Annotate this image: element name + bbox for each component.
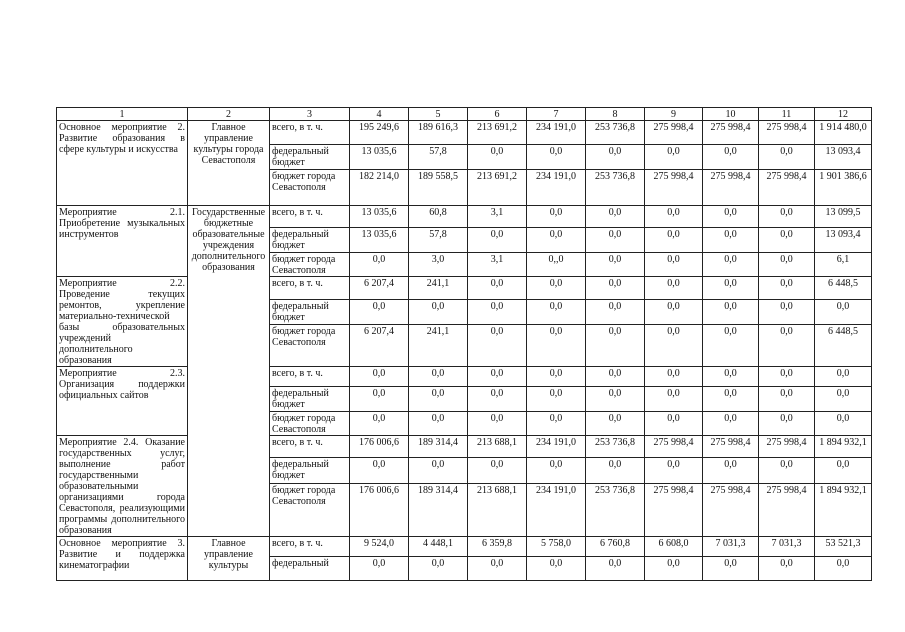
value-cell: 275 998,4: [703, 170, 759, 206]
value-cell: 0,0: [759, 324, 815, 366]
value-cell: 0,0: [350, 557, 409, 581]
value-cell: 0,0: [586, 557, 645, 581]
table-row: [57, 367, 872, 387]
source-label: всего, в т. ч.: [270, 367, 350, 387]
table-row: [57, 436, 872, 458]
value-cell: 234 191,0: [527, 436, 586, 458]
executor-cell: Главное управление культуры: [188, 537, 270, 581]
budget-table: [56, 107, 872, 581]
value-cell: 0,0: [759, 277, 815, 300]
value-cell: 0,0: [815, 367, 872, 387]
value-cell: 0,0: [468, 367, 527, 387]
value-cell: 6 448,5: [815, 277, 872, 300]
source-label: федеральный: [270, 557, 350, 581]
source-label: всего, в т. ч.: [270, 206, 350, 228]
value-cell: 0,0: [586, 412, 645, 436]
value-cell: 195 249,6: [350, 121, 409, 145]
value-cell: 0,0: [759, 206, 815, 228]
value-cell: 0,0: [468, 145, 527, 170]
value-cell: 3,1: [468, 206, 527, 228]
value-cell: 1 894 932,1: [815, 483, 872, 536]
value-cell: 0,0: [586, 387, 645, 412]
value-cell: 0,0: [468, 557, 527, 581]
value-cell: 0,0: [468, 458, 527, 484]
value-cell: 189 314,4: [409, 436, 468, 458]
value-cell: 6 207,4: [350, 324, 409, 366]
source-label: всего, в т. ч.: [270, 537, 350, 557]
value-cell: 0,0: [350, 412, 409, 436]
value-cell: 4 448,1: [409, 537, 468, 557]
value-cell: 0,0: [703, 367, 759, 387]
value-cell: 275 998,4: [645, 121, 703, 145]
table-row: [57, 121, 872, 145]
value-cell: 0,0: [350, 458, 409, 484]
value-cell: 0,0: [759, 387, 815, 412]
measure-name: Основное мероприятие 2. Развитие образования в сфере культуры и искусства: [57, 121, 188, 206]
header-row: [57, 108, 872, 121]
source-label: бюджет города Севастополя: [270, 324, 350, 366]
value-cell: 0,0: [703, 299, 759, 324]
value-cell: 6 359,8: [468, 537, 527, 557]
value-cell: 0,0: [759, 557, 815, 581]
value-cell: 0,0: [759, 253, 815, 277]
value-cell: 6 207,4: [350, 277, 409, 300]
value-cell: 253 736,8: [586, 170, 645, 206]
value-cell: 5 758,0: [527, 537, 586, 557]
value-cell: 275 998,4: [703, 483, 759, 536]
header-cell: 1: [57, 108, 188, 121]
value-cell: 176 006,6: [350, 436, 409, 458]
value-cell: 53 521,3: [815, 537, 872, 557]
measure-name: Мероприятие 2.4. Оказание государственных услуг, выполнение работ государственными образовательными организациями города Севастополя, реализующими программы дополнительного образования: [57, 436, 188, 537]
value-cell: 0,0: [586, 277, 645, 300]
value-cell: 6,1: [815, 253, 872, 277]
source-label: бюджет города Севастополя: [270, 170, 350, 206]
value-cell: 0,0: [645, 367, 703, 387]
value-cell: 275 998,4: [645, 483, 703, 536]
value-cell: 0,0: [703, 145, 759, 170]
value-cell: 0,0: [645, 206, 703, 228]
value-cell: 0,0: [703, 206, 759, 228]
value-cell: 0,0: [586, 145, 645, 170]
value-cell: 234 191,0: [527, 483, 586, 536]
value-cell: 0,0: [527, 367, 586, 387]
value-cell: 0,0: [815, 458, 872, 484]
source-label: федеральный бюджет: [270, 387, 350, 412]
header-cell: 9: [645, 108, 703, 121]
value-cell: 0,0: [527, 324, 586, 366]
source-label: всего, в т. ч.: [270, 436, 350, 458]
value-cell: 0,0: [645, 277, 703, 300]
value-cell: 1 894 932,1: [815, 436, 872, 458]
value-cell: 0,0: [645, 387, 703, 412]
measure-name: Мероприятие 2.1. Приобретение музыкальных инструментов: [57, 206, 188, 277]
value-cell: 0,0: [527, 145, 586, 170]
value-cell: 57,8: [409, 145, 468, 170]
value-cell: 0,0: [815, 299, 872, 324]
header-cell: 5: [409, 108, 468, 121]
value-cell: 0,0: [759, 367, 815, 387]
value-cell: 0,0: [645, 228, 703, 253]
executor-cell: Государственные бюджетные образовательные учреждения дополнительного образования: [188, 206, 270, 537]
value-cell: 0,0: [815, 412, 872, 436]
value-cell: 13 093,4: [815, 228, 872, 253]
value-cell: 0,0: [409, 299, 468, 324]
header-cell: 2: [188, 108, 270, 121]
measure-name: Основное мероприятие 3. Развитие и поддержка кинематографии: [57, 537, 188, 581]
value-cell: 0,0: [703, 387, 759, 412]
value-cell: 275 998,4: [645, 170, 703, 206]
value-cell: 0,0: [350, 253, 409, 277]
value-cell: 9 524,0: [350, 537, 409, 557]
value-cell: 189 616,3: [409, 121, 468, 145]
table-row: [57, 277, 872, 300]
source-label: бюджет города Севастополя: [270, 253, 350, 277]
value-cell: 0,0: [645, 412, 703, 436]
header-cell: 7: [527, 108, 586, 121]
value-cell: 0,0: [645, 253, 703, 277]
value-cell: 13 035,6: [350, 206, 409, 228]
value-cell: 275 998,4: [759, 436, 815, 458]
value-cell: 3,0: [409, 253, 468, 277]
executor-cell: Главное управление культуры города Севастополя: [188, 121, 270, 206]
table-row: [57, 206, 872, 228]
header-cell: 10: [703, 108, 759, 121]
value-cell: 213 691,2: [468, 170, 527, 206]
value-cell: 0,0: [759, 228, 815, 253]
value-cell: 0,0: [409, 458, 468, 484]
value-cell: 253 736,8: [586, 121, 645, 145]
source-label: федеральный бюджет: [270, 228, 350, 253]
value-cell: 0,0: [527, 299, 586, 324]
header-cell: 12: [815, 108, 872, 121]
value-cell: 0,0: [586, 299, 645, 324]
value-cell: 0,0: [350, 367, 409, 387]
value-cell: 0,0: [468, 324, 527, 366]
value-cell: 275 998,4: [759, 483, 815, 536]
value-cell: 0,0: [409, 387, 468, 412]
value-cell: 182 214,0: [350, 170, 409, 206]
value-cell: 189 314,4: [409, 483, 468, 536]
source-label: федеральный бюджет: [270, 145, 350, 170]
value-cell: 253 736,8: [586, 436, 645, 458]
header-cell: 11: [759, 108, 815, 121]
value-cell: 0,0: [645, 557, 703, 581]
value-cell: 0,0: [468, 387, 527, 412]
value-cell: 0,0: [527, 277, 586, 300]
value-cell: 0,0: [703, 412, 759, 436]
value-cell: 0,,0: [527, 253, 586, 277]
value-cell: 57,8: [409, 228, 468, 253]
value-cell: 0,0: [645, 145, 703, 170]
value-cell: 0,0: [527, 458, 586, 484]
header-cell: 8: [586, 108, 645, 121]
value-cell: 7 031,3: [703, 537, 759, 557]
value-cell: 275 998,4: [703, 436, 759, 458]
value-cell: 0,0: [468, 277, 527, 300]
value-cell: 6 448,5: [815, 324, 872, 366]
value-cell: 275 998,4: [759, 121, 815, 145]
value-cell: 0,0: [527, 387, 586, 412]
value-cell: 0,0: [409, 412, 468, 436]
value-cell: 3,1: [468, 253, 527, 277]
value-cell: 0,0: [586, 228, 645, 253]
source-label: бюджет города Севастополя: [270, 483, 350, 536]
source-label: всего, в т. ч.: [270, 121, 350, 145]
source-label: федеральный бюджет: [270, 458, 350, 484]
source-label: федеральный бюджет: [270, 299, 350, 324]
value-cell: 0,0: [586, 324, 645, 366]
value-cell: 0,0: [759, 299, 815, 324]
value-cell: 0,0: [586, 367, 645, 387]
value-cell: 0,0: [759, 145, 815, 170]
value-cell: 13 099,5: [815, 206, 872, 228]
value-cell: 213 688,1: [468, 436, 527, 458]
value-cell: 213 691,2: [468, 121, 527, 145]
value-cell: 275 998,4: [703, 121, 759, 145]
value-cell: 1 901 386,6: [815, 170, 872, 206]
value-cell: 234 191,0: [527, 170, 586, 206]
value-cell: 0,0: [703, 253, 759, 277]
value-cell: 0,0: [703, 228, 759, 253]
value-cell: 0,0: [759, 458, 815, 484]
value-cell: 0,0: [703, 557, 759, 581]
value-cell: 0,0: [645, 458, 703, 484]
value-cell: 0,0: [645, 299, 703, 324]
header-cell: 6: [468, 108, 527, 121]
value-cell: 234 191,0: [527, 121, 586, 145]
source-label: всего, в т. ч.: [270, 277, 350, 300]
value-cell: 0,0: [645, 324, 703, 366]
value-cell: 0,0: [759, 412, 815, 436]
header-cell: 3: [270, 108, 350, 121]
value-cell: 253 736,8: [586, 483, 645, 536]
value-cell: 0,0: [350, 387, 409, 412]
value-cell: 13 035,6: [350, 228, 409, 253]
value-cell: 0,0: [815, 387, 872, 412]
value-cell: 1 914 480,0: [815, 121, 872, 145]
value-cell: 6 760,8: [586, 537, 645, 557]
value-cell: 0,0: [527, 206, 586, 228]
value-cell: 0,0: [350, 299, 409, 324]
value-cell: 241,1: [409, 277, 468, 300]
value-cell: 0,0: [468, 299, 527, 324]
measure-name: Мероприятие 2.3. Организация поддержки официальных сайтов: [57, 367, 188, 436]
value-cell: 7 031,3: [759, 537, 815, 557]
value-cell: 0,0: [468, 412, 527, 436]
value-cell: 176 006,6: [350, 483, 409, 536]
value-cell: 241,1: [409, 324, 468, 366]
value-cell: 275 998,4: [759, 170, 815, 206]
value-cell: 0,0: [703, 458, 759, 484]
source-label: бюджет города Севастополя: [270, 412, 350, 436]
value-cell: 213 688,1: [468, 483, 527, 536]
header-cell: 4: [350, 108, 409, 121]
value-cell: 0,0: [409, 367, 468, 387]
value-cell: 0,0: [586, 458, 645, 484]
value-cell: 13 035,6: [350, 145, 409, 170]
value-cell: 0,0: [527, 412, 586, 436]
value-cell: 60,8: [409, 206, 468, 228]
value-cell: 13 093,4: [815, 145, 872, 170]
value-cell: 0,0: [703, 277, 759, 300]
value-cell: 189 558,5: [409, 170, 468, 206]
value-cell: 0,0: [409, 557, 468, 581]
value-cell: 6 608,0: [645, 537, 703, 557]
table-row: [57, 537, 872, 557]
value-cell: 0,0: [586, 253, 645, 277]
value-cell: 0,0: [527, 557, 586, 581]
value-cell: 0,0: [586, 206, 645, 228]
value-cell: 0,0: [815, 557, 872, 581]
value-cell: 0,0: [703, 324, 759, 366]
value-cell: 275 998,4: [645, 436, 703, 458]
value-cell: 0,0: [527, 228, 586, 253]
value-cell: 0,0: [468, 228, 527, 253]
measure-name: Мероприятие 2.2. Проведение текущих ремонтов, укрепление материально-технической базы образовательных учреждений дополнительного образования: [57, 277, 188, 367]
